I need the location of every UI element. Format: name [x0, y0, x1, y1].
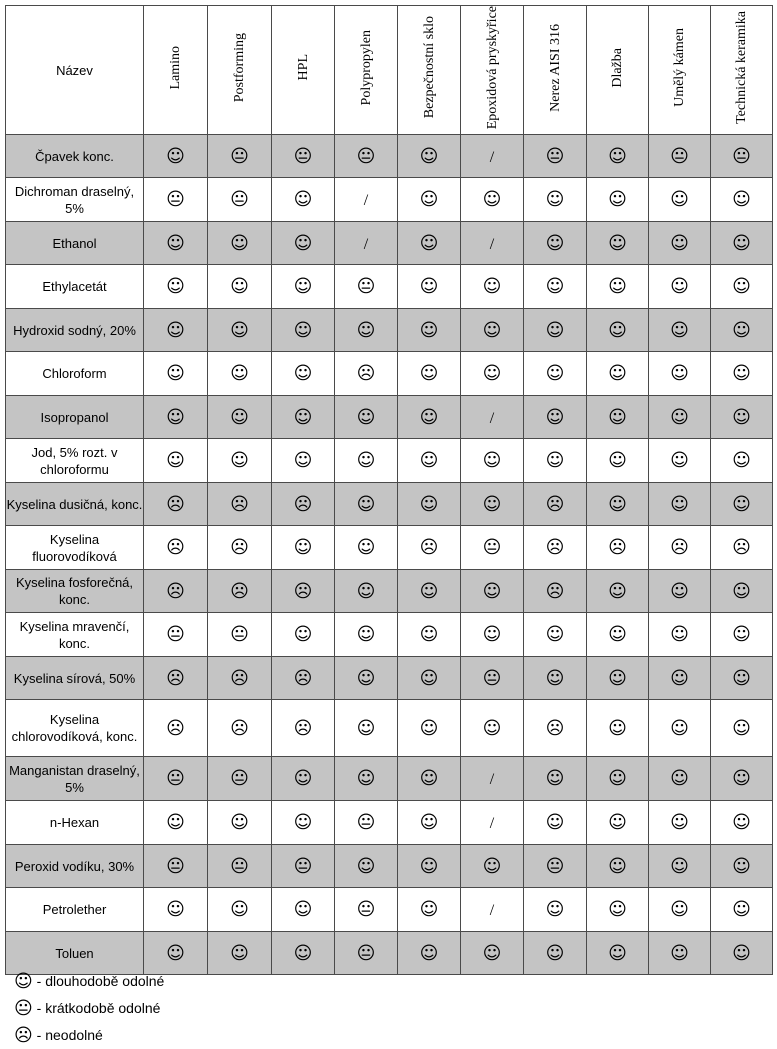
smiley-bad-icon: ☹: [144, 526, 208, 570]
not-applicable-mark: /: [335, 178, 398, 222]
smiley-good-icon: ☺: [587, 178, 649, 222]
table-row: [6, 222, 773, 265]
smiley-good-icon: ☺: [461, 483, 524, 526]
table-row: [6, 657, 773, 700]
smiley-neutral-icon: 😐: [335, 801, 398, 845]
smiley-good-icon: ☺: [144, 135, 208, 178]
smiley-good-icon: ☺: [461, 309, 524, 352]
smiley-neutral-icon: 😐: [208, 757, 272, 801]
smiley-good-icon: ☺: [335, 845, 398, 888]
smiley-bad-icon: ☹: [208, 526, 272, 570]
smiley-good-icon: ☺: [208, 265, 272, 309]
smiley-good-icon: ☺: [649, 700, 711, 757]
smiley-good-icon: ☺: [398, 178, 461, 222]
smiley-bad-icon: ☹: [144, 483, 208, 526]
smiley-good-icon: ☺: [649, 888, 711, 932]
smiley-good-icon: ☺: [398, 570, 461, 613]
smiley-bad-icon: ☹: [272, 657, 335, 700]
table-row: [6, 396, 773, 439]
smiley-good-icon: ☺: [272, 265, 335, 309]
smiley-good-icon: ☺: [398, 700, 461, 757]
smiley-good-icon: ☺: [398, 439, 461, 483]
table-row: [6, 570, 773, 613]
smiley-good-icon: ☺: [587, 757, 649, 801]
smiley-bad-icon: ☹: [144, 700, 208, 757]
smiley-bad-icon: ☹: [649, 526, 711, 570]
column-header: [398, 6, 461, 135]
smiley-good-icon: ☺: [649, 570, 711, 613]
smiley-good-icon: ☺: [208, 396, 272, 439]
smiley-good-icon: ☺: [272, 396, 335, 439]
smiley-bad-icon: ☹: [335, 352, 398, 396]
table-row: [6, 135, 773, 178]
smiley-good-icon: ☺: [461, 265, 524, 309]
smiley-neutral-icon: 😐: [272, 135, 335, 178]
smiley-good-icon: ☺: [398, 657, 461, 700]
smiley-good-icon: ☺: [524, 801, 587, 845]
column-header: [208, 6, 272, 135]
table-row: [6, 757, 773, 801]
column-header: [144, 6, 208, 135]
name-column-header: Název: [6, 6, 144, 135]
smiley-good-icon: ☺: [335, 757, 398, 801]
not-applicable-mark: /: [461, 888, 524, 932]
chemical-name: Ethanol: [6, 222, 144, 265]
smiley-bad-icon: ☹: [208, 483, 272, 526]
smiley-good-icon: ☺: [272, 613, 335, 657]
smiley-neutral-icon: 😐: [208, 178, 272, 222]
column-header-label: Bezpečnostní sklo: [421, 16, 437, 119]
smiley-bad-icon: ☹: [272, 483, 335, 526]
smiley-good-icon: ☺: [398, 845, 461, 888]
chemical-name: Dichroman draselný, 5%: [6, 178, 144, 222]
not-applicable-mark: /: [461, 222, 524, 265]
smiley-good-icon: ☺: [649, 222, 711, 265]
table-row: [6, 526, 773, 570]
smiley-good-icon: ☺: [335, 570, 398, 613]
header-row: [6, 6, 773, 135]
chemical-name: Hydroxid sodný, 20%: [6, 309, 144, 352]
smiley-good-icon: ☺: [524, 222, 587, 265]
smiley-good-icon: ☺: [587, 932, 649, 975]
smiley-good-icon: ☺: [524, 265, 587, 309]
chemical-name: Kyselina fosforečná, konc.: [6, 570, 144, 613]
column-header: [711, 6, 773, 135]
smiley-good-icon: ☺: [398, 801, 461, 845]
smiley-good-icon: ☺: [711, 845, 773, 888]
chemical-name: n-Hexan: [6, 801, 144, 845]
smiley-good-icon: ☺: [208, 352, 272, 396]
smiley-bad-icon: ☹: [272, 570, 335, 613]
column-header-label: Polypropylen: [358, 29, 374, 106]
column-header: [524, 6, 587, 135]
not-applicable-mark: /: [461, 801, 524, 845]
column-header: [272, 6, 335, 135]
smiley-neutral-icon: 😐: [524, 845, 587, 888]
legend-label: - neodolné: [36, 1027, 103, 1043]
smiley-good-icon: ☺: [711, 483, 773, 526]
legend: [14, 968, 164, 1049]
smiley-good-icon: ☺: [711, 396, 773, 439]
smiley-good-icon: ☺: [649, 352, 711, 396]
table-row: [6, 439, 773, 483]
smiley-good-icon: ☺: [272, 439, 335, 483]
smiley-good-icon: ☺: [398, 613, 461, 657]
smiley-good-icon: ☺: [335, 526, 398, 570]
smiley-good-icon: ☺: [208, 801, 272, 845]
smiley-bad-icon: ☹: [524, 526, 587, 570]
smiley-good-icon: ☺: [524, 657, 587, 700]
smiley-good-icon: ☺: [649, 613, 711, 657]
smiley-good-icon: ☺: [587, 888, 649, 932]
smiley-good-icon: ☺: [649, 801, 711, 845]
smiley-neutral-icon: 😐: [711, 135, 773, 178]
smiley-good-icon: ☺: [272, 932, 335, 975]
smiley-bad-icon: ☹: [208, 657, 272, 700]
smiley-good-icon: ☺: [272, 526, 335, 570]
smiley-good-icon: ☺: [272, 757, 335, 801]
chemical-name: Petrolether: [6, 888, 144, 932]
smiley-good-icon: ☺: [398, 135, 461, 178]
smiley-bad-icon: ☹: [587, 526, 649, 570]
smiley-good-icon: ☺: [711, 439, 773, 483]
smiley-good-icon: ☺: [524, 396, 587, 439]
smiley-neutral-icon: 😐: [144, 757, 208, 801]
smiley-good-icon: ☺: [649, 265, 711, 309]
smiley-good-icon: ☺: [461, 439, 524, 483]
column-header-label: Nerez AISI 316: [547, 23, 563, 112]
not-applicable-mark: /: [461, 135, 524, 178]
legend-label: - dlouhodobě odolné: [36, 973, 165, 989]
table-row: [6, 888, 773, 932]
column-header-label: HPL: [295, 54, 311, 81]
chemical-name: Isopropanol: [6, 396, 144, 439]
smiley-good-icon: ☺: [649, 439, 711, 483]
smiley-good-icon: ☺: [524, 439, 587, 483]
smiley-good-icon: ☺: [711, 222, 773, 265]
smiley-good-icon: ☺: [144, 265, 208, 309]
smiley-neutral-icon: 😐: [335, 265, 398, 309]
smiley-neutral-icon: 😐: [335, 888, 398, 932]
smiley-good-icon: ☺: [587, 845, 649, 888]
smiley-good-icon: ☺: [711, 700, 773, 757]
chemical-name: Jod, 5% rozt. v chloroformu: [6, 439, 144, 483]
smiley-good-icon: ☺: [144, 439, 208, 483]
smiley-good-icon: ☺: [335, 700, 398, 757]
column-header: [335, 6, 398, 135]
smiley-good-icon: ☺: [461, 932, 524, 975]
smiley-good-icon: ☺: [144, 309, 208, 352]
smiley-good-icon: ☺: [335, 439, 398, 483]
smiley-good-icon: ☺: [711, 888, 773, 932]
smiley-good-icon: ☺: [144, 801, 208, 845]
smiley-good-icon: ☺: [398, 352, 461, 396]
smiley-good-icon: ☺: [649, 757, 711, 801]
smiley-bad-icon: ☹: [524, 700, 587, 757]
table-row: [6, 483, 773, 526]
smiley-good-icon: ☺: [398, 888, 461, 932]
smiley-good-icon: ☺: [587, 613, 649, 657]
table-row: [6, 700, 773, 757]
smiley-good-icon: ☺: [587, 309, 649, 352]
not-applicable-mark: /: [461, 396, 524, 439]
smiley-good-icon: ☺: [524, 309, 587, 352]
smiley-good-icon: ☺: [711, 352, 773, 396]
smiley-good-icon: ☺: [272, 352, 335, 396]
smiley-good-icon: ☺: [272, 222, 335, 265]
column-header-label: Dlažba: [610, 47, 625, 88]
smiley-good-icon: ☺: [335, 657, 398, 700]
smiley-good-icon: ☺: [335, 309, 398, 352]
smiley-good-icon: ☺: [711, 757, 773, 801]
table-row: [6, 845, 773, 888]
smiley-good-icon: ☺: [461, 845, 524, 888]
smiley-good-icon: ☺: [711, 613, 773, 657]
smiley-good-icon: ☺: [587, 396, 649, 439]
smiley-good-icon: ☺: [524, 932, 587, 975]
chemical-name: Kyselina chlorovodíková, konc.: [6, 700, 144, 757]
smiley-good-icon: ☺: [398, 309, 461, 352]
smiley-neutral-icon: 😐: [649, 135, 711, 178]
chemical-name: Chloroform: [6, 352, 144, 396]
smiley-bad-icon: ☹: [711, 526, 773, 570]
column-header-label: Lamino: [168, 45, 183, 90]
chemical-name: Kyselina dusičná, konc.: [6, 483, 144, 526]
table-row: [6, 309, 773, 352]
table-row: [6, 801, 773, 845]
column-header-label: Epoxidová pryskyřice: [484, 6, 500, 130]
smiley-good-icon: ☺: [587, 352, 649, 396]
smiley-good-icon: ☺: [649, 178, 711, 222]
smiley-good-icon: ☺: [208, 932, 272, 975]
smiley-bad-icon: ☹: [524, 570, 587, 613]
smiley-good-icon: ☺: [524, 888, 587, 932]
smiley-good-icon: ☺: [144, 352, 208, 396]
smiley-bad-icon: ☹: [208, 570, 272, 613]
smiley-good-icon: ☺: [398, 932, 461, 975]
smiley-good-icon: ☺: [272, 888, 335, 932]
smiley-good-icon: ☺: [461, 352, 524, 396]
smiley-good-icon: ☺: [398, 483, 461, 526]
smiley-good-icon: ☺: [587, 570, 649, 613]
smiley-good-icon: ☺: [208, 439, 272, 483]
smiley-good-icon: ☺: [461, 700, 524, 757]
column-header-label: Technická keramika: [734, 11, 749, 125]
smiley-good-icon: ☺: [711, 932, 773, 975]
smiley-good-icon: ☺: [649, 932, 711, 975]
smiley-good-icon: ☺: [587, 439, 649, 483]
column-header: [649, 6, 711, 135]
smiley-good-icon: ☺: [587, 801, 649, 845]
smiley-good-icon: ☺: [649, 396, 711, 439]
smiley-good-icon: ☺: [398, 222, 461, 265]
smiley-neutral-icon: 😐: [208, 845, 272, 888]
smiley-good-icon: ☺: [144, 932, 208, 975]
smiley-bad-icon: ☹: [14, 1025, 33, 1046]
smiley-good-icon: ☺: [335, 396, 398, 439]
smiley-good-icon: ☺: [587, 265, 649, 309]
chemical-name: Toluen: [6, 932, 144, 975]
smiley-neutral-icon: 😐: [272, 845, 335, 888]
smiley-good-icon: ☺: [711, 265, 773, 309]
smiley-bad-icon: ☹: [208, 700, 272, 757]
table-row: [6, 613, 773, 657]
smiley-good-icon: ☺: [272, 801, 335, 845]
column-header: [461, 6, 524, 135]
table-body: [6, 135, 773, 975]
legend-item: [14, 968, 164, 995]
smiley-neutral-icon: 😐: [335, 932, 398, 975]
not-applicable-mark: /: [461, 757, 524, 801]
smiley-good-icon: ☺: [14, 971, 33, 992]
smiley-bad-icon: ☹: [144, 570, 208, 613]
smiley-good-icon: ☺: [587, 135, 649, 178]
smiley-good-icon: ☺: [144, 222, 208, 265]
not-applicable-mark: /: [335, 222, 398, 265]
smiley-bad-icon: ☹: [398, 526, 461, 570]
smiley-good-icon: ☺: [272, 309, 335, 352]
smiley-good-icon: ☺: [398, 757, 461, 801]
smiley-good-icon: ☺: [587, 222, 649, 265]
column-header: [587, 6, 649, 135]
smiley-good-icon: ☺: [587, 483, 649, 526]
chemical-name: Kyselina sírová, 50%: [6, 657, 144, 700]
smiley-good-icon: ☺: [461, 178, 524, 222]
smiley-good-icon: ☺: [461, 570, 524, 613]
smiley-good-icon: ☺: [649, 657, 711, 700]
smiley-good-icon: ☺: [144, 888, 208, 932]
smiley-good-icon: ☺: [711, 801, 773, 845]
smiley-good-icon: ☺: [524, 352, 587, 396]
chemical-resistance-table: [5, 5, 773, 975]
smiley-bad-icon: ☹: [524, 483, 587, 526]
smiley-neutral-icon: 😐: [461, 526, 524, 570]
smiley-good-icon: ☺: [711, 657, 773, 700]
table-row: [6, 178, 773, 222]
smiley-good-icon: ☺: [144, 396, 208, 439]
smiley-good-icon: ☺: [711, 570, 773, 613]
smiley-bad-icon: ☹: [272, 700, 335, 757]
chemical-name: Peroxid vodíku, 30%: [6, 845, 144, 888]
smiley-good-icon: ☺: [524, 178, 587, 222]
smiley-good-icon: ☺: [524, 613, 587, 657]
column-header-label: Umělý kámen: [672, 28, 687, 108]
legend-item: [14, 995, 164, 1022]
table-row: [6, 352, 773, 396]
smiley-good-icon: ☺: [524, 757, 587, 801]
smiley-good-icon: ☺: [335, 483, 398, 526]
smiley-good-icon: ☺: [208, 309, 272, 352]
smiley-neutral-icon: 😐: [208, 613, 272, 657]
smiley-good-icon: ☺: [272, 178, 335, 222]
smiley-good-icon: ☺: [711, 309, 773, 352]
legend-label: - krátkodobě odolné: [36, 1000, 161, 1016]
smiley-good-icon: ☺: [649, 309, 711, 352]
chemical-name: Kyselina fluorovodíková: [6, 526, 144, 570]
smiley-good-icon: ☺: [587, 700, 649, 757]
chemical-name: Čpavek konc.: [6, 135, 144, 178]
smiley-good-icon: ☺: [335, 613, 398, 657]
smiley-neutral-icon: 😐: [144, 178, 208, 222]
smiley-neutral-icon: 😐: [208, 135, 272, 178]
smiley-good-icon: ☺: [208, 888, 272, 932]
smiley-good-icon: ☺: [461, 613, 524, 657]
smiley-good-icon: ☺: [711, 178, 773, 222]
smiley-good-icon: ☺: [398, 396, 461, 439]
smiley-good-icon: ☺: [208, 222, 272, 265]
chemical-name: Manganistan draselný, 5%: [6, 757, 144, 801]
smiley-good-icon: ☺: [587, 657, 649, 700]
smiley-neutral-icon: 😐: [144, 613, 208, 657]
column-header-label: Postforming: [232, 33, 247, 103]
smiley-good-icon: ☺: [398, 265, 461, 309]
smiley-good-icon: ☺: [649, 483, 711, 526]
smiley-neutral-icon: 😐: [144, 845, 208, 888]
chemical-name: Ethylacetát: [6, 265, 144, 309]
table-row: [6, 265, 773, 309]
smiley-neutral-icon: 😐: [14, 998, 33, 1019]
smiley-neutral-icon: 😐: [524, 135, 587, 178]
chemical-name: Kyselina mravenčí, konc.: [6, 613, 144, 657]
smiley-bad-icon: ☹: [144, 657, 208, 700]
smiley-neutral-icon: 😐: [461, 657, 524, 700]
smiley-good-icon: ☺: [649, 845, 711, 888]
smiley-neutral-icon: 😐: [335, 135, 398, 178]
